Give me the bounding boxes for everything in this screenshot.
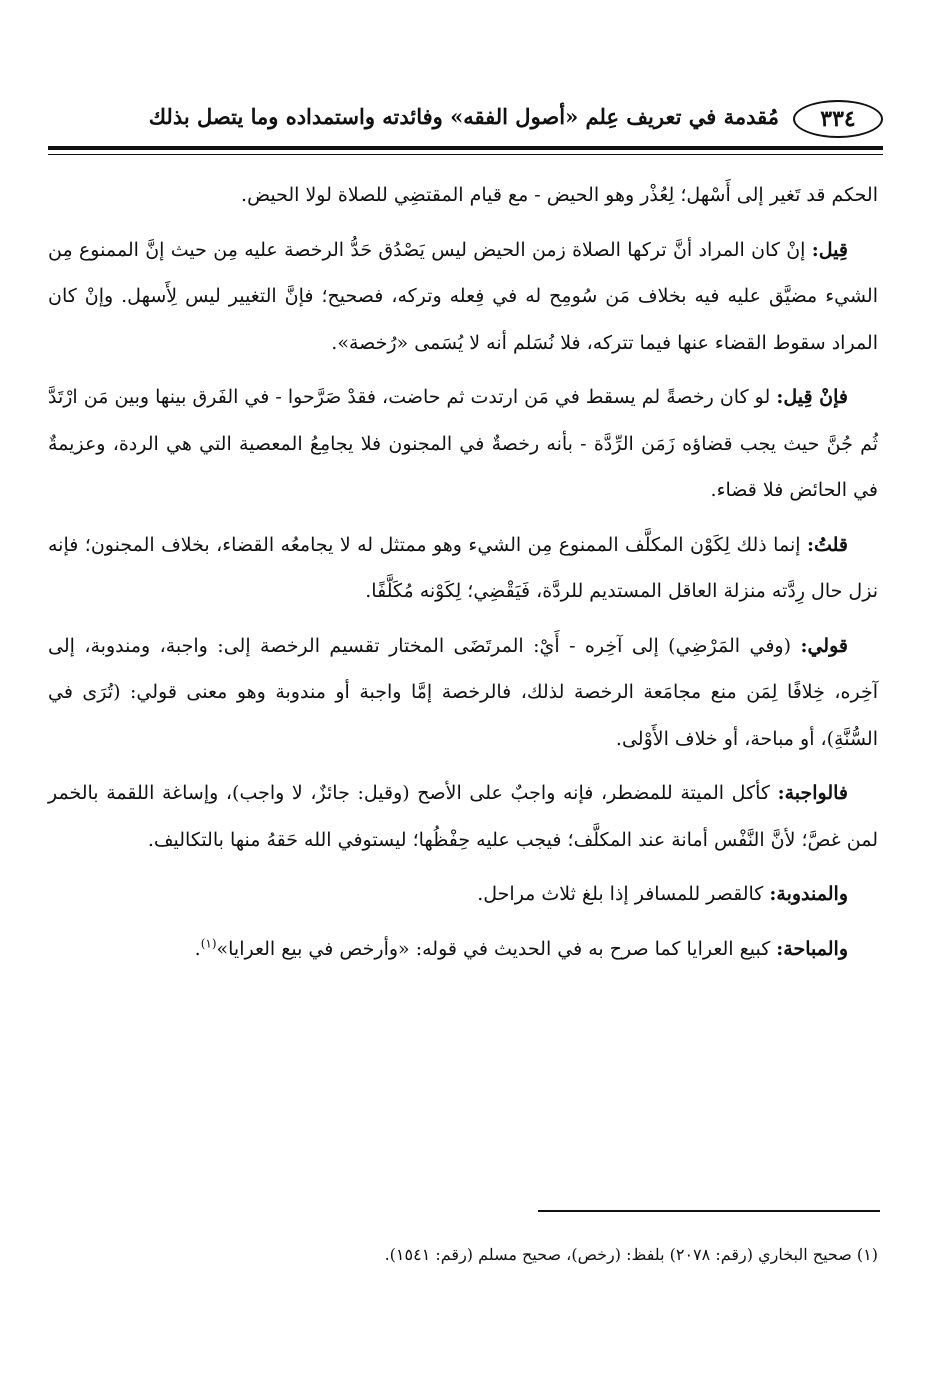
paragraph-text: إنما ذلك لِكَوْن المكلَّف الممنوع مِن الشيء وهو ممتثل له لا يجامعُه القضاء، بخلاف المجنون؛ فإنه نزل حال رِدَّته منزلة العاقل المستديم للردَّة، فَيَقْضِي؛ لِكَوْنه مُكَلَّفًا. bbox=[48, 533, 878, 602]
paragraph-4 bbox=[48, 522, 878, 615]
paragraph-lead: قلتُ: bbox=[806, 533, 848, 556]
paragraph-lead: قِيل: bbox=[811, 238, 848, 261]
paragraph-text: كبيع العرايا كما صرح به في الحديث في قوله: «وأرخص في بيع العرايا» bbox=[216, 937, 777, 960]
page-number: ٣٣٤ bbox=[793, 100, 883, 138]
paragraph-text: كالقصر للمسافر إذا بلغ ثلاث مراحل. bbox=[477, 883, 770, 905]
page-header bbox=[48, 96, 883, 142]
header-rule-thin bbox=[48, 154, 883, 155]
paragraph-lead: والمباحة: bbox=[776, 937, 848, 960]
header-rule-thick bbox=[48, 146, 883, 150]
paragraph-text: (وفي المَرْضِي) إلى آخِره - أَيْ: المرتَضَى المختار تقسيم الرخصة إلى: واجبة، ومندوبة، إلى آخِره، خِلافًا لِمَن منع مجامَعة الرخصة لذلك، فالرخصة إمَّا واجبة أو مندوبة وهو معنى قولي: (تُرَى في السُّنَّةِ)، أو مباحة، أو خلاف الأَوْلى. bbox=[48, 634, 878, 750]
paragraph-lead: قولي: bbox=[800, 634, 848, 657]
paragraph-lead: والمندوبة: bbox=[769, 883, 848, 905]
paragraph-text: إنْ كان المراد أنَّ تركها الصلاة زمن الحيض ليس يَصْدُق حَدُّ الرخصة عليه مِن حيث إنَّ الممنوع مِن الشيء مضيَّق عليه فيه بخلاف مَن سُومِح له في فِعله وتركه، فصحيح؛ فإنَّ التغيير ليس لِأَسهل. وإنْ كان المراد سقوط القضاء عنها فيما تتركه، فلا نُسَلم أنه لا يُسَمى «رُخصة». bbox=[48, 238, 878, 354]
running-title: مُقدمة في تعريف عِلم «أصول الفقه» وفائدته واستمداده وما يتصل بذلك bbox=[148, 104, 779, 129]
paragraph-lead: فالواجبة: bbox=[777, 782, 848, 804]
paragraph-5 bbox=[48, 623, 878, 763]
paragraph-3 bbox=[48, 374, 878, 514]
footnote-ref[interactable]: (١) bbox=[200, 936, 217, 951]
paragraph-text: لو كان رخصةً لم يسقط في مَن ارتدت ثم حاضت، فقدْ صَرَّحوا - في الفَرق بينها وبين مَن ارْتَدَّ ثُم جُنَّ حيث يجب قضاؤه زَمَن الرِّدَّة - بأنه رخصةٌ في المجنون فلا يجامِعُ المعصية التي هي الردة، وعزيمةٌ في الحائض فلا قضاء. bbox=[48, 386, 878, 501]
paragraph-6 bbox=[48, 770, 878, 863]
paragraph-7 bbox=[48, 871, 878, 918]
paragraph-end: . bbox=[194, 937, 201, 960]
main-text bbox=[48, 172, 878, 980]
paragraph-text: الحكم قد تَغير إلى أَسْهل؛ لِعُذْر وهو الحيض - مع قيام المقتضِي للصلاة لولا الحيض. bbox=[241, 184, 878, 206]
footnote-rule bbox=[538, 1210, 880, 1212]
footnote: (١) صحيح البخاري (رقم: ٢٠٧٨) بلفظ: (رخص)، صحيح مسلم (رقم: ١٥٤١). bbox=[384, 1245, 878, 1264]
paragraph-2 bbox=[48, 227, 878, 367]
paragraph-1 bbox=[48, 172, 878, 219]
paragraph-text: كأكل الميتة للمضطر، فإنه واجبٌ على الأصح (وقيل: جائزٌ، لا واجب)، وإساغة اللقمة بالخمر لمن غصَّ؛ لأنَّ النَّفْس أمانة عند المكلَّف؛ فيجب عليه حِفْظُها؛ ليستوفي الله حَقهُ منها بالتكاليف. bbox=[48, 782, 878, 851]
paragraph-lead: فإنْ قِيل: bbox=[776, 386, 848, 408]
paragraph-8 bbox=[48, 926, 878, 973]
